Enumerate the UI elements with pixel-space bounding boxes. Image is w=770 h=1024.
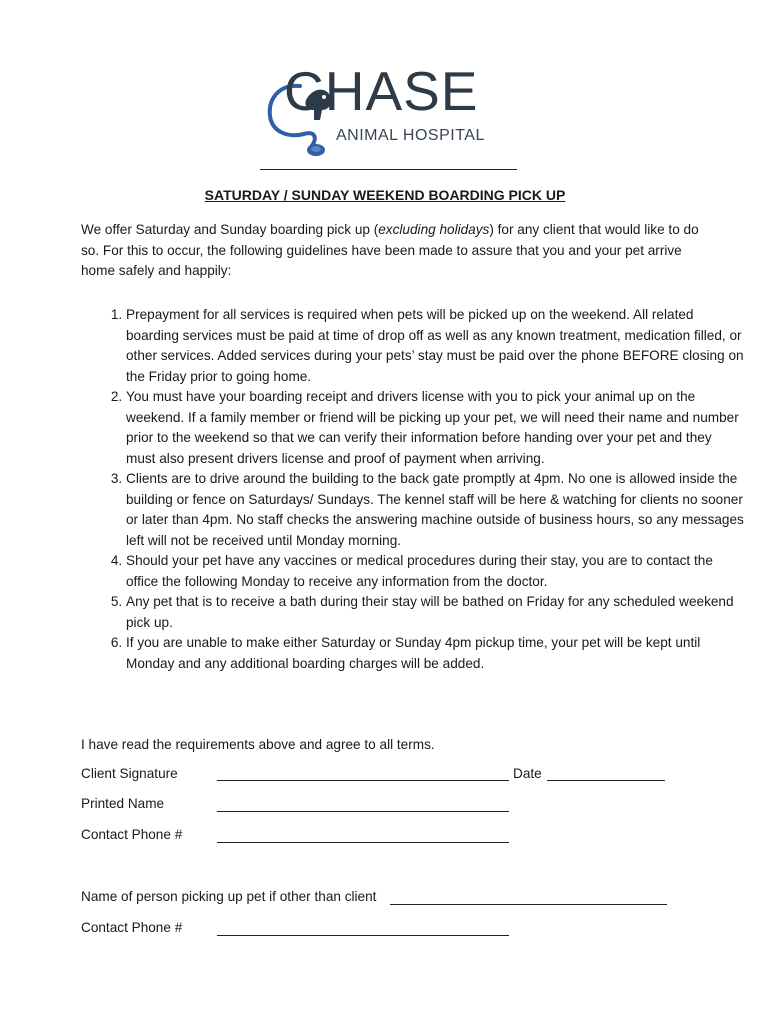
acknowledgement-text: I have read the requirements above and agree to all terms. <box>81 737 435 752</box>
other-person-field[interactable] <box>390 904 667 905</box>
contact-phone-2-field[interactable] <box>217 935 509 936</box>
page-title: SATURDAY / SUNDAY WEEKEND BOARDING PICK UP <box>204 187 566 203</box>
contact-phone-label: Contact Phone # <box>81 827 183 842</box>
date-label: Date <box>513 766 542 781</box>
chase-animal-hospital-logo <box>264 60 504 162</box>
list-item: 3. Clients are to drive around the building to the back gate promptly at 4pm. No one is allowed inside the building or fence on Saturdays/ Sundays. The kennel staff will be here & watching for clients no sooner or later than 4pm. No staff checks the answering machine outside of business hours, so any messages left will not be received until Monday morning. <box>126 469 744 551</box>
list-item: 6. If you are unable to make either Saturday or Sunday 4pm pickup time, your pet will be kept until Monday and any additional boarding charges will be added. <box>126 633 744 674</box>
client-signature-label: Client Signature <box>81 766 178 781</box>
logo-wordmark: CHASE <box>284 60 479 122</box>
list-item: 1. Prepayment for all services is required when pets will be picked up on the weekend. All related boarding services must be paid at time of drop off as well as any known treatment, medication filled, or other services. Added services during your pets’ stay must be paid over the phone BEFORE closing on the Friday prior to going home. <box>126 305 744 387</box>
list-item: 4. Should your pet have any vaccines or medical procedures during their stay, you are to contact the office the following Monday to receive any information from the doctor. <box>126 551 744 592</box>
printed-name-label: Printed Name <box>81 796 165 811</box>
intro-paragraph: We offer Saturday and Sunday boarding pick up (excluding holidays) for any client that would like to do so. For this to occur, the following guidelines have been made to assure that you and your pet arrive home safely and happily: <box>81 222 699 278</box>
other-person-label: Name of person picking up pet if other than client <box>81 889 377 904</box>
header-rule <box>260 169 517 170</box>
logo-subtitle: ANIMAL HOSPITAL <box>336 127 485 144</box>
intro-emphasis: excluding holidays <box>378 222 490 237</box>
contact-phone-2-label: Contact Phone # <box>81 920 183 935</box>
list-item: 5. Any pet that is to receive a bath during their stay will be bathed on Friday for any scheduled weekend pick up. <box>126 592 744 633</box>
client-signature-field[interactable] <box>217 780 509 781</box>
date-field[interactable] <box>547 780 665 781</box>
rules-list <box>81 305 744 674</box>
list-item: 2. You must have your boarding receipt and drivers license with you to pick your animal up on the weekend. If a family member or friend will be picking up your pet, we will need their name and number prior to the weekend so that we can verify their information before handing over your pet and they must also present drivers license and proof of payment when arriving. <box>126 387 744 469</box>
printed-name-field[interactable] <box>217 811 509 812</box>
contact-phone-field[interactable] <box>217 842 509 843</box>
